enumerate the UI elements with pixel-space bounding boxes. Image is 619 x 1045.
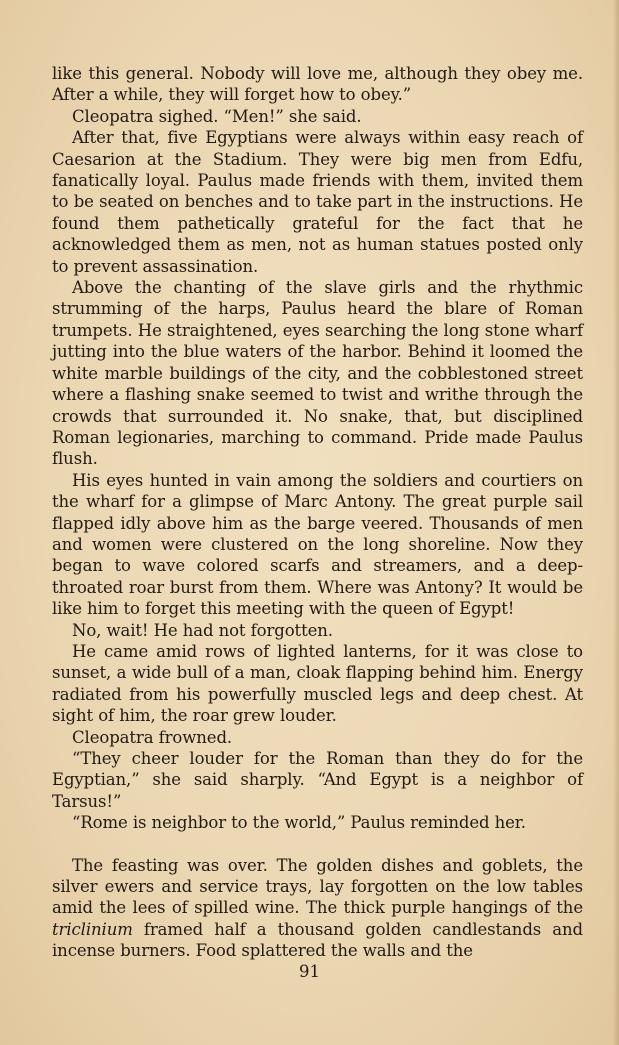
paragraph-continuation: like this general. Nobody will love me, although they obey me. After a while, they will forget how to obey.” (52, 64, 583, 105)
page-number: 91 (299, 962, 320, 981)
paragraph: Above the chanting of the slave girls and the rhythmic strumming of the harps, Paulus heard the blare of Roman trumpets. He straightened, eyes searching the long stone wharf jutting into the blue waters of the harbor. Behind it loomed the white marble buildings of the city, and the cobblestoned street where a flashing snake seemed to twist and writhe through the crowds that surrounded it. No snake, that, but disciplined Roman legionaries, marching to command. Pride made Paulus flush. (52, 278, 583, 469)
paragraph: His eyes hunted in vain among the soldiers and courtiers on the wharf for a glimpse of Marc Antony. The great purple sail flapped idly above him as the barge veered. Thousands of men and women were clustered on the long shoreline. Now they began to wave colored scarfs and streamers, and a deep-throated roar burst from them. Where was Antony? It would be like him to forget this meeting with the queen of Egypt! (52, 470, 583, 619)
body-text (52, 63, 583, 962)
paragraph: Cleopatra sighed. “Men!” she said. (72, 106, 362, 126)
paragraph-text-before-italic: The feasting was over. The golden dishes and goblets, the silver ewers and service trays, lay forgotten on the low tables amid the lees of spilled wine. The thick purple hangings of the (52, 855, 583, 918)
paragraph-text-after-italic: framed half a thousand golden candlestands and incense burners. Food splattered the walls and the (52, 919, 583, 961)
page-edge-shadow (613, 0, 619, 1045)
section-start-paragraph (52, 855, 583, 962)
paragraph: “They cheer louder for the Roman than they do for the Egyptian,” she said sharply. “And Egypt is a neighbor of Tarsus!” (52, 749, 583, 811)
paragraph: “Rome is neighbor to the world,” Paulus reminded her. (72, 813, 526, 833)
paragraph: After that, five Egyptians were always within easy reach of Caesarion at the Stadium. They were big men from Edfu, fanatically loyal. Paulus made friends with them, invited them to be seated on benches and to take part in the instructions. He found them pathetically grateful for the fact that he acknowledged them as men, not as human statues posted only to prevent assassination. (52, 128, 583, 276)
paragraph: He came amid rows of lighted lanterns, for it was close to sunset, a wide bull of a man, cloak flapping behind him. Energy radiated from his powerfully muscled legs and deep chest. At sight of him, the roar grew louder. (52, 641, 583, 726)
paragraph: Cleopatra frowned. (72, 727, 233, 747)
paragraph: No, wait! He had not forgotten. (72, 620, 333, 640)
italic-term: triclinium (52, 919, 133, 939)
